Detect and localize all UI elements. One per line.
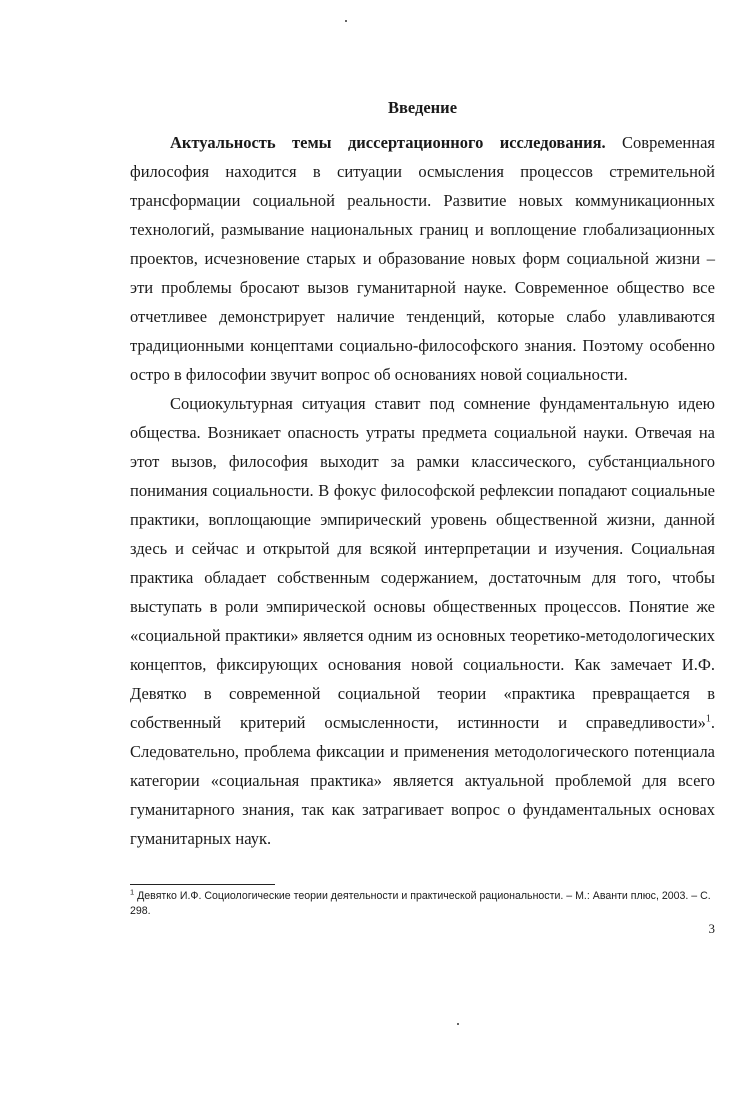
scan-speck bbox=[345, 20, 347, 22]
paragraph-text-after-ref: . Следовательно, проблема фиксации и применения методологического потенциала категории «социальная практика» является актуальной проблемой для всего гуманитарного знания, так как затрагивает вопрос о фундаментальных основах гуманитарных наук. bbox=[130, 713, 715, 848]
footnote-marker: 1 bbox=[130, 887, 135, 897]
footnote-separator bbox=[130, 884, 275, 885]
scan-speck bbox=[457, 1023, 459, 1025]
page-number: 3 bbox=[708, 921, 715, 936]
paragraph-lead: Актуальность темы диссертационного исследования. bbox=[170, 133, 606, 152]
paragraph-sociocultural bbox=[130, 389, 715, 853]
footnote-text: Девятко И.Ф. Социологические теории деятельности и практической рациональности. – М.: Аванти плюс, 2003. – С. 298. bbox=[130, 890, 711, 917]
section-heading: Введение bbox=[387, 98, 458, 117]
paragraph-relevance bbox=[130, 128, 715, 389]
footnote bbox=[130, 889, 715, 919]
paragraph-text-before-ref: Социокультурная ситуация ставит под сомнение фундаментальную идею общества. Возникает опасность утраты предмета социальной науки. Отвечая на этот вызов, философия выходит за рамки классического, субстанциального понимания социальности. В фокус философской рефлексии попадают социальные практики, воплощающие эмпирический уровень общественной жизни, данной здесь и сейчас и открытой для всякой интерпретации и изучения. Социальная практика обладает собственным содержанием, достаточным для того, чтобы выступать в роли эмпирической основы общественных процессов. Понятие же «социальной практики» является одним из основных теоретико-методологических концептов, фиксирующих основания новой социальности. Как замечает И.Ф. Девятко в современной социальной теории «практика превращается в собственный критерий осмысленности, истинности и справедливости» bbox=[130, 394, 715, 732]
footnote-reference[interactable]: 1 bbox=[705, 713, 711, 725]
paragraph-text: Современная философия находится в ситуации осмысления процессов стремительной трансформации социальной реальности. Развитие новых коммуникационных технологий, размывание национальных границ и воплощение глобализационных проектов, исчезновение старых и образование новых форм социальной жизни – эти проблемы бросают вызов гуманитарной науке. Современное общество все отчетливее демонстрирует наличие тенденций, которые слабо улавливаются традиционными концептами социально-философского знания. Поэтому особенно остро в философии звучит вопрос об основаниях новой социальности. bbox=[130, 133, 715, 384]
